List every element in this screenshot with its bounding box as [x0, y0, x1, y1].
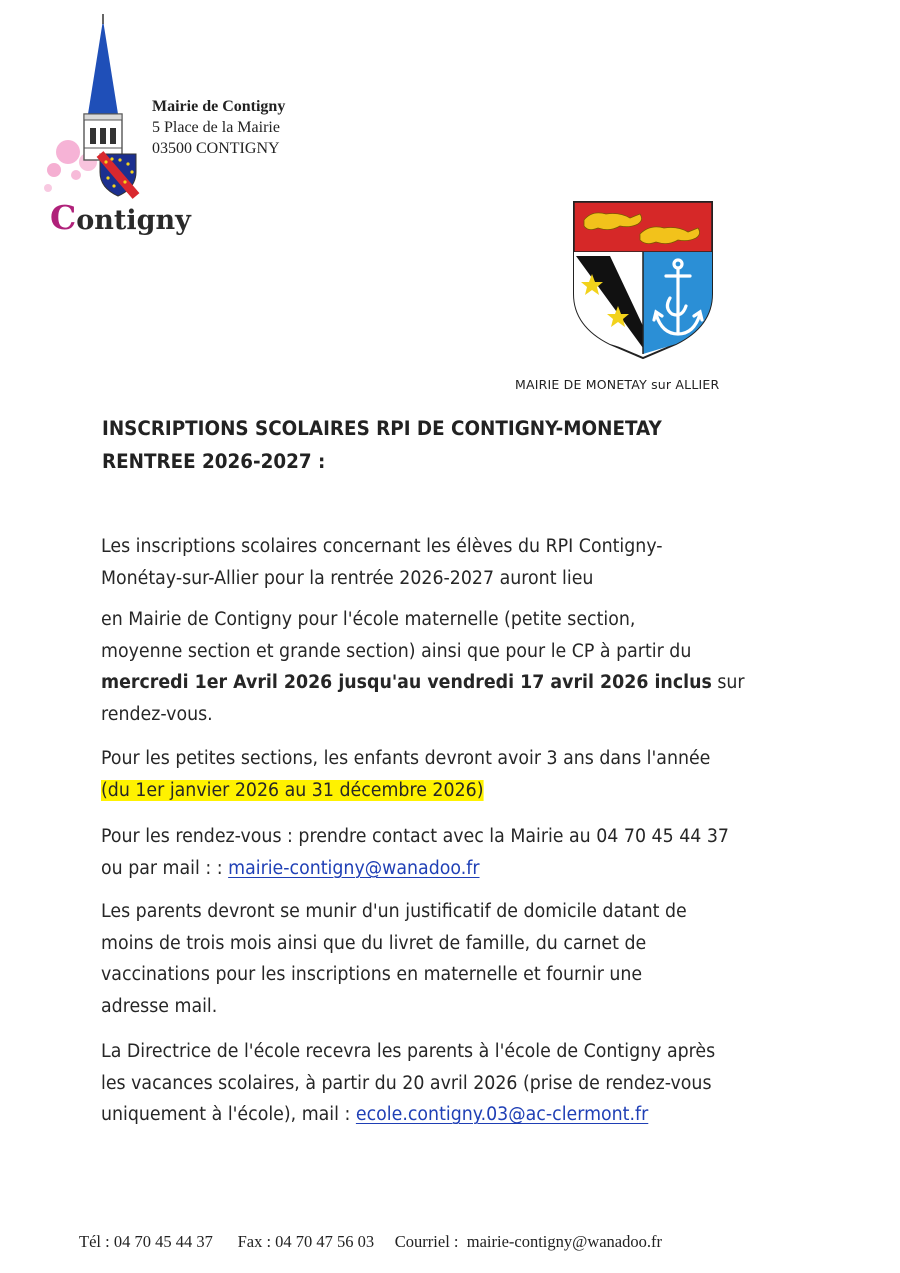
text-fragment: uniquement à l'école), mail :: [101, 1104, 356, 1125]
paragraph-dates: [101, 604, 778, 730]
mairie-city: 03500 CONTIGNY: [152, 140, 280, 157]
text-line: adresse mail.: [101, 995, 218, 1017]
mairie-name: Mairie de Contigny: [152, 98, 286, 115]
text-fragment: ou par mail : :: [101, 857, 229, 879]
text-line: Pour les petites sections, les enfants devront avoir 3 ans dans l'année: [101, 748, 711, 769]
mairie-street: 5 Place de la Mairie: [152, 119, 280, 136]
text-fragment: sur: [711, 672, 745, 693]
text-line: [101, 667, 778, 699]
text-line: Monétay-sur-Allier pour la rentrée 2026-2027 auront lieu: [101, 567, 594, 589]
text-line: les vacances scolaires, à partir du 20 avril 2026 (prise de rendez-vous: [101, 1072, 712, 1094]
text-line: [101, 853, 778, 885]
text-line: moyenne section et grande section) ainsi que pour le CP à partir du: [101, 640, 692, 662]
paragraph-directrice: [101, 1036, 778, 1131]
text-line: [101, 1099, 778, 1131]
footer-tel: Tél : 04 70 45 44 37: [79, 1232, 213, 1251]
registration-period: mercredi 1er Avril 2026 jusqu'au vendredi 17 avril 2026 inclus: [101, 672, 712, 693]
text-line: La Directrice de l'école recevra les parents à l'école de Contigny après: [101, 1041, 716, 1062]
contigny-logo-text: Contigny: [50, 198, 191, 237]
text-line: [101, 775, 778, 807]
title-line-1: INSCRIPTIONS SCOLAIRES RPI DE CONTIGNY-MONETAY: [102, 417, 662, 440]
text-line: vaccinations pour les inscriptions en maternelle et fournir une: [101, 964, 643, 985]
paragraph-documents: [101, 896, 778, 1022]
monetay-caption: MAIRIE DE MONETAY sur ALLIER: [515, 377, 720, 392]
footer-contact: [79, 1232, 662, 1252]
ecole-email-link[interactable]: ecole.contigny.03@ac-clermont.fr: [355, 1104, 649, 1125]
page-title: [102, 412, 779, 478]
paragraph-contact: [101, 821, 778, 884]
monetay-crest: [570, 198, 716, 360]
paragraph-intro: [101, 531, 778, 594]
mairie-address: [152, 96, 285, 159]
text-line: Les inscriptions scolaires concernant les élèves du RPI Contigny-: [101, 536, 663, 557]
text-line: en Mairie de Contigny pour l'école maternelle (petite section,: [101, 609, 636, 630]
highlighted-date-range: (du 1er janvier 2026 au 31 décembre 2026): [101, 779, 484, 801]
footer-courriel: Courriel : mairie-contigny@wanadoo.fr: [394, 1232, 662, 1251]
text-line: Pour les rendez-vous : prendre contact avec la Mairie au 04 70 45 44 37: [101, 826, 729, 847]
text-line: moins de trois mois ainsi que du livret de famille, du carnet de: [101, 932, 647, 954]
text-line: rendez-vous.: [101, 703, 213, 725]
title-line-2: RENTREE 2026-2027 :: [102, 450, 326, 473]
text-line: Les parents devront se munir d'un justificatif de domicile datant de: [101, 901, 687, 922]
mairie-email-link[interactable]: mairie-contigny@wanadoo.fr: [228, 857, 480, 879]
footer-fax: Fax : 04 70 47 56 03: [237, 1232, 375, 1251]
coat-of-arms-icon: [570, 198, 716, 360]
paragraph-age: [101, 743, 778, 806]
